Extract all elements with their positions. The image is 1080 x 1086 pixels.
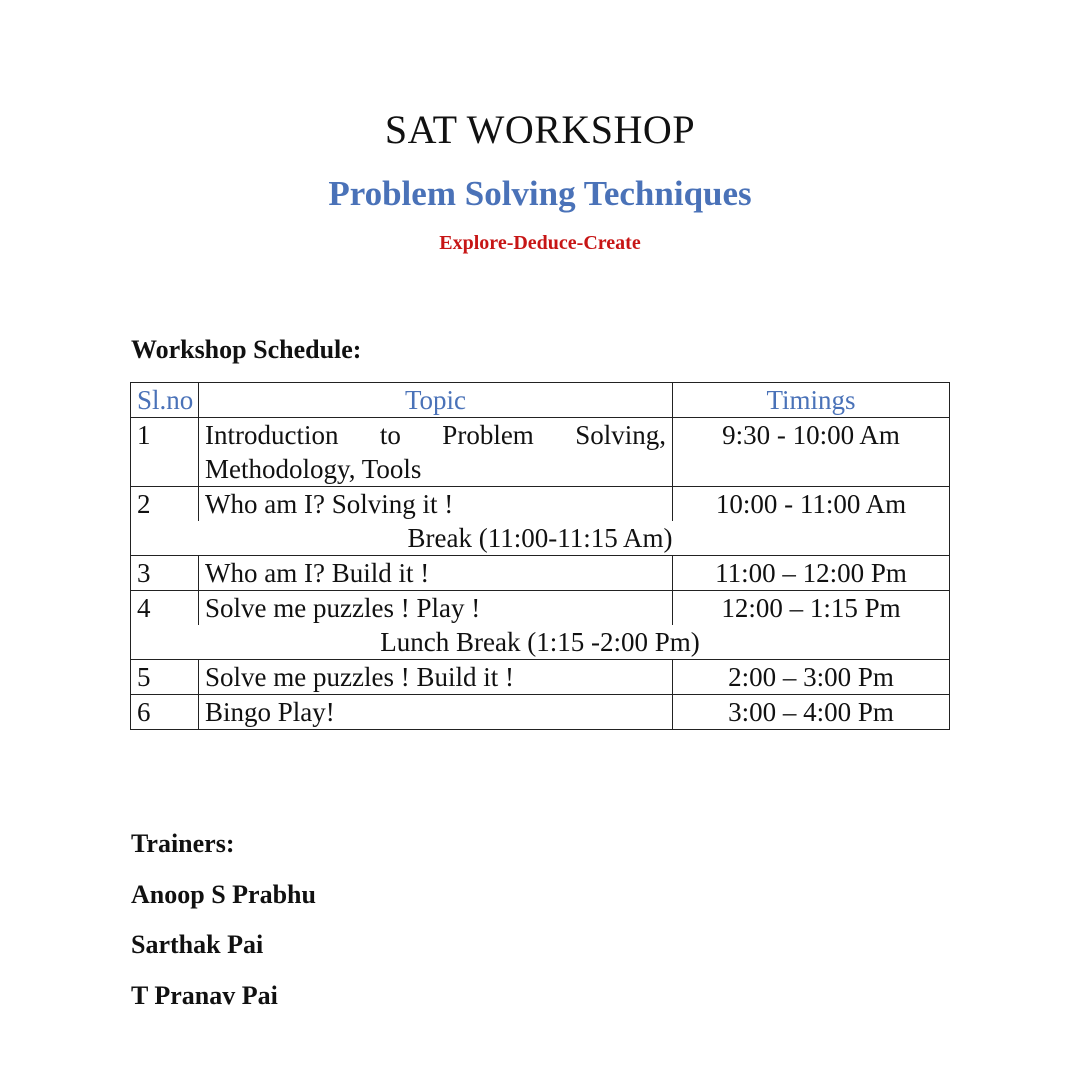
row-timings: 9:30 - 10:00 Am <box>673 418 950 487</box>
row-topic: Who am I? Solving it ! <box>199 487 673 522</box>
row-slno: 4 <box>131 591 199 626</box>
table-row <box>131 556 950 591</box>
table-row <box>131 695 950 730</box>
row-timings: 10:00 - 11:00 Am <box>673 487 950 522</box>
row-slno: 6 <box>131 695 199 730</box>
row-topic: Introduction to Problem Solving, Methodology, Tools <box>199 418 673 487</box>
lunch-break-label: Lunch Break (1:15 -2:00 Pm) <box>131 625 950 660</box>
break-row <box>131 521 950 556</box>
table-row <box>131 660 950 695</box>
trainer-name: Anoop S Prabhu <box>131 880 316 909</box>
table-row <box>131 418 950 487</box>
column-header-topic: Topic <box>199 383 673 418</box>
schedule-table <box>130 382 950 730</box>
break-label: Break (11:00-11:15 Am) <box>131 521 950 556</box>
row-timings: 11:00 – 12:00 Pm <box>673 556 950 591</box>
row-timings: 2:00 – 3:00 Pm <box>673 660 950 695</box>
table-row <box>131 487 950 522</box>
document-tagline: Explore-Deduce-Create <box>439 232 641 254</box>
schedule-heading: Workshop Schedule: <box>131 335 362 364</box>
row-timings: 12:00 – 1:15 Pm <box>673 591 950 626</box>
row-topic: Solve me puzzles ! Build it ! <box>199 660 673 695</box>
row-topic: Bingo Play! <box>199 695 673 730</box>
row-timings: 3:00 – 4:00 Pm <box>673 695 950 730</box>
row-slno: 5 <box>131 660 199 695</box>
row-slno: 2 <box>131 487 199 522</box>
row-topic: Solve me puzzles ! Play ! <box>199 591 673 626</box>
trainers-heading: Trainers: <box>131 829 235 858</box>
trainer-name: Sarthak Pai <box>131 930 264 959</box>
break-row <box>131 625 950 660</box>
document-title: SAT WORKSHOP <box>384 107 696 152</box>
table-row <box>131 591 950 626</box>
row-slno: 3 <box>131 556 199 591</box>
column-header-timings: Timings <box>673 383 950 418</box>
column-header-slno: Sl.no <box>131 383 199 418</box>
table-header-row <box>131 383 950 418</box>
row-slno: 1 <box>131 418 199 487</box>
trainer-name: T Pranav Pai <box>131 981 278 1010</box>
row-topic: Who am I? Build it ! <box>199 556 673 591</box>
document-subtitle: Problem Solving Techniques <box>328 174 752 213</box>
